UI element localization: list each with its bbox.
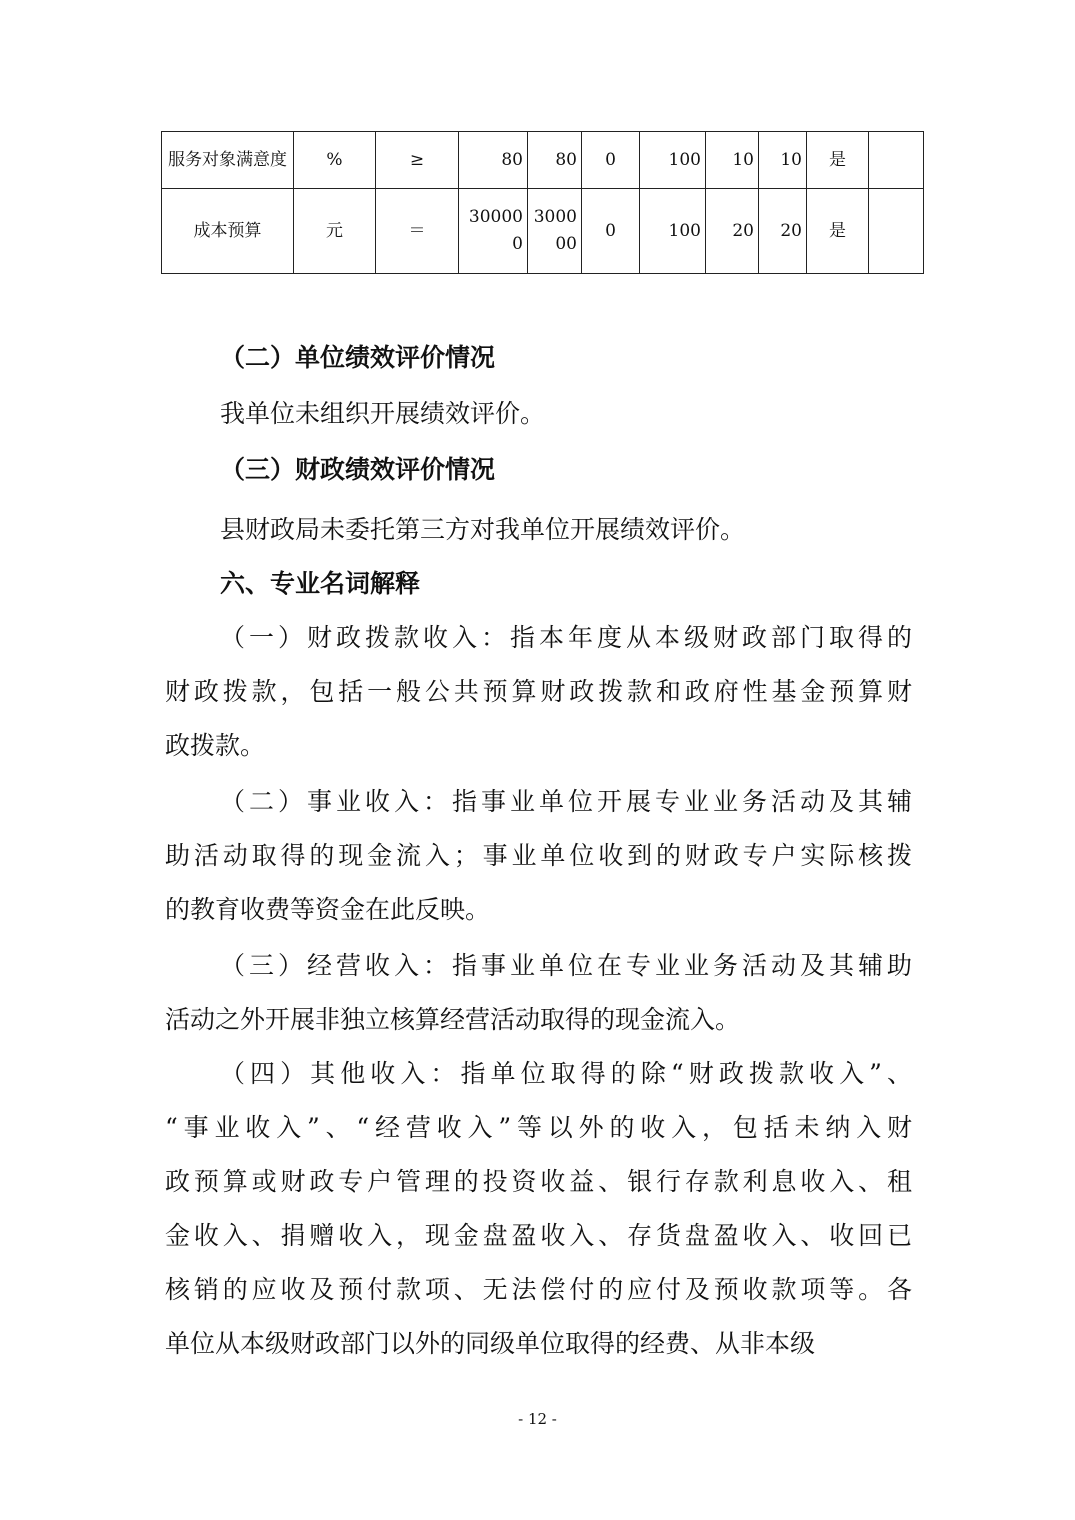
table-cell: ≥ bbox=[376, 132, 459, 189]
section-heading: （三）财政绩效评价情况 bbox=[220, 455, 496, 484]
paragraph-line: 助活动取得的现金流入；事业单位收到的财政专户实际核拨 bbox=[165, 841, 912, 870]
paragraph-line: 政预算或财政专户管理的投资收益、银行存款利息收入、租 bbox=[165, 1167, 912, 1196]
table-cell: 300000 bbox=[528, 189, 582, 274]
table-cell: 100 bbox=[640, 132, 706, 189]
paragraph-line: 财政拨款，包括一般公共预算财政拨款和政府性基金预算财 bbox=[165, 677, 912, 706]
table-cell: 20 bbox=[706, 189, 759, 274]
performance-table bbox=[161, 131, 924, 274]
paragraph-line: 金收入、捐赠收入，现金盘盈收入、存货盘盈收入、收回已 bbox=[165, 1221, 912, 1250]
table-cell: % bbox=[294, 132, 376, 189]
paragraph-line: （四）其他收入：指单位取得的除“财政拨款收入”、 bbox=[220, 1059, 912, 1088]
section-heading: 六、专业名词解释 bbox=[220, 569, 421, 598]
paragraph-line: 单位从本级财政部门以外的同级单位取得的经费、从非本级 bbox=[165, 1329, 816, 1358]
table-row bbox=[162, 132, 924, 189]
paragraph-line: （二）事业收入：指事业单位开展专业业务活动及其辅 bbox=[220, 787, 912, 816]
table-cell: 10 bbox=[706, 132, 759, 189]
table-cell: 0 bbox=[582, 132, 640, 189]
table-cell: 100 bbox=[640, 189, 706, 274]
paragraph-line: 活动之外开展非独立核算经营活动取得的现金流入。 bbox=[165, 1005, 741, 1034]
section-heading: （二）单位绩效评价情况 bbox=[220, 343, 496, 372]
table-cell bbox=[869, 189, 924, 274]
table-cell: ＝ bbox=[376, 189, 459, 274]
page-number: - 12 - bbox=[518, 1410, 557, 1428]
paragraph-line: “事业收入”、“经营收入”等以外的收入，包括未纳入财 bbox=[165, 1113, 912, 1142]
table-cell bbox=[869, 132, 924, 189]
table-cell: 成本预算 bbox=[162, 189, 294, 274]
table-cell: 10 bbox=[759, 132, 807, 189]
paragraph-line: 核销的应收及预付款项、无法偿付的应付及预收款项等。各 bbox=[165, 1275, 912, 1304]
table-cell: 是 bbox=[807, 132, 869, 189]
paragraph-line: 政拨款。 bbox=[165, 731, 266, 760]
paragraph-line: 的教育收费等资金在此反映。 bbox=[165, 895, 491, 924]
table-cell: 是 bbox=[807, 189, 869, 274]
paragraph-line: （三）经营收入：指事业单位在专业业务活动及其辅助 bbox=[220, 951, 912, 980]
paragraph-line: （一）财政拨款收入：指本年度从本级财政部门取得的 bbox=[220, 623, 912, 652]
table-row bbox=[162, 189, 924, 274]
table-cell: 80 bbox=[459, 132, 528, 189]
paragraph-line: 我单位未组织开展绩效评价。 bbox=[220, 399, 546, 428]
table-cell: 元 bbox=[294, 189, 376, 274]
paragraph-line: 县财政局未委托第三方对我单位开展绩效评价。 bbox=[220, 515, 746, 544]
table-cell: 80 bbox=[528, 132, 582, 189]
table-cell: 0 bbox=[582, 189, 640, 274]
table-cell: 服务对象满意度 bbox=[162, 132, 294, 189]
table-cell: 20 bbox=[759, 189, 807, 274]
table-cell: 300000 bbox=[459, 189, 528, 274]
